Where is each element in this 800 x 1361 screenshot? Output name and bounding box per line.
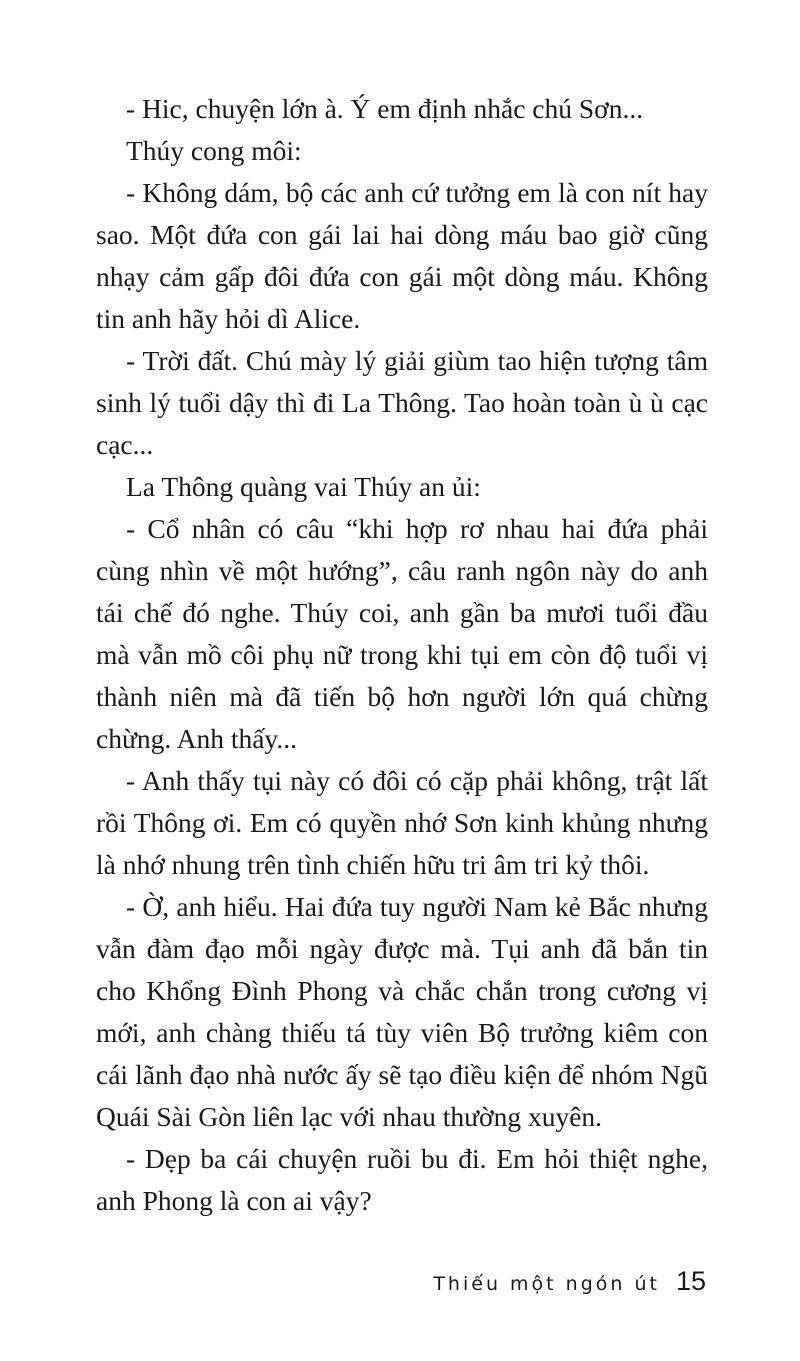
paragraph: - Dẹp ba cái chuyện ruồi bu đi. Em hỏi thiệt nghe, anh Phong là con ai vậy?	[96, 1143, 708, 1216]
page-footer	[433, 1266, 706, 1306]
paragraph: - Không dám, bộ các anh cứ tưởng em là con nít hay sao. Một đứa con gái lai hai dòng máu bao giờ cũng nhạy cảm gấp đôi đứa con gái một dòng máu. Không tin anh hãy hỏi dì Alice.	[96, 177, 708, 334]
paragraph: Thúy cong môi:	[126, 135, 302, 166]
paragraph: - Anh thấy tụi này có đôi có cặp phải không, trật lất rồi Thông ơi. Em có quyền nhớ Sơn kinh khủng nhưng là nhớ nhung trên tình chiến hữu tri âm tri kỷ thôi.	[96, 765, 708, 880]
paragraph: La Thông quàng vai Thúy an ủi:	[126, 471, 481, 502]
page-number: 15	[675, 1266, 706, 1296]
running-title: Thiếu một ngón út	[433, 1273, 660, 1295]
body-text	[96, 88, 708, 1222]
paragraph: - Hic, chuyện lớn à. Ý em định nhắc chú Sơn...	[126, 93, 644, 124]
paragraph: - Trời đất. Chú mày lý giải giùm tao hiện tượng tâm sinh lý tuổi dậy thì đi La Thông. Tao hoàn toàn ù ù cạc cạc...	[96, 345, 708, 460]
paragraph: - Cổ nhân có câu “khi hợp rơ nhau hai đứa phải cùng nhìn về một hướng”, câu ranh ngôn này do anh tái chế đó nghe. Thúy coi, anh gần ba mươi tuổi đầu mà vẫn mồ côi phụ nữ trong khi tụi em còn độ tuổi vị thành niên mà đã tiến bộ hơn người lớn quá chừng chừng. Anh thấy...	[96, 513, 708, 754]
paragraph: - Ờ, anh hiểu. Hai đứa tuy người Nam kẻ Bắc nhưng vẫn đàm đạo mỗi ngày được mà. Tụi anh đã bắn tin cho Khổng Đình Phong và chắc chắn trong cương vị mới, anh chàng thiếu tá tùy viên Bộ trưởng kiêm con cái lãnh đạo nhà nước ấy sẽ tạo điều kiện để nhóm Ngũ Quái Sài Gòn liên lạc với nhau thường xuyên.	[96, 891, 708, 1132]
